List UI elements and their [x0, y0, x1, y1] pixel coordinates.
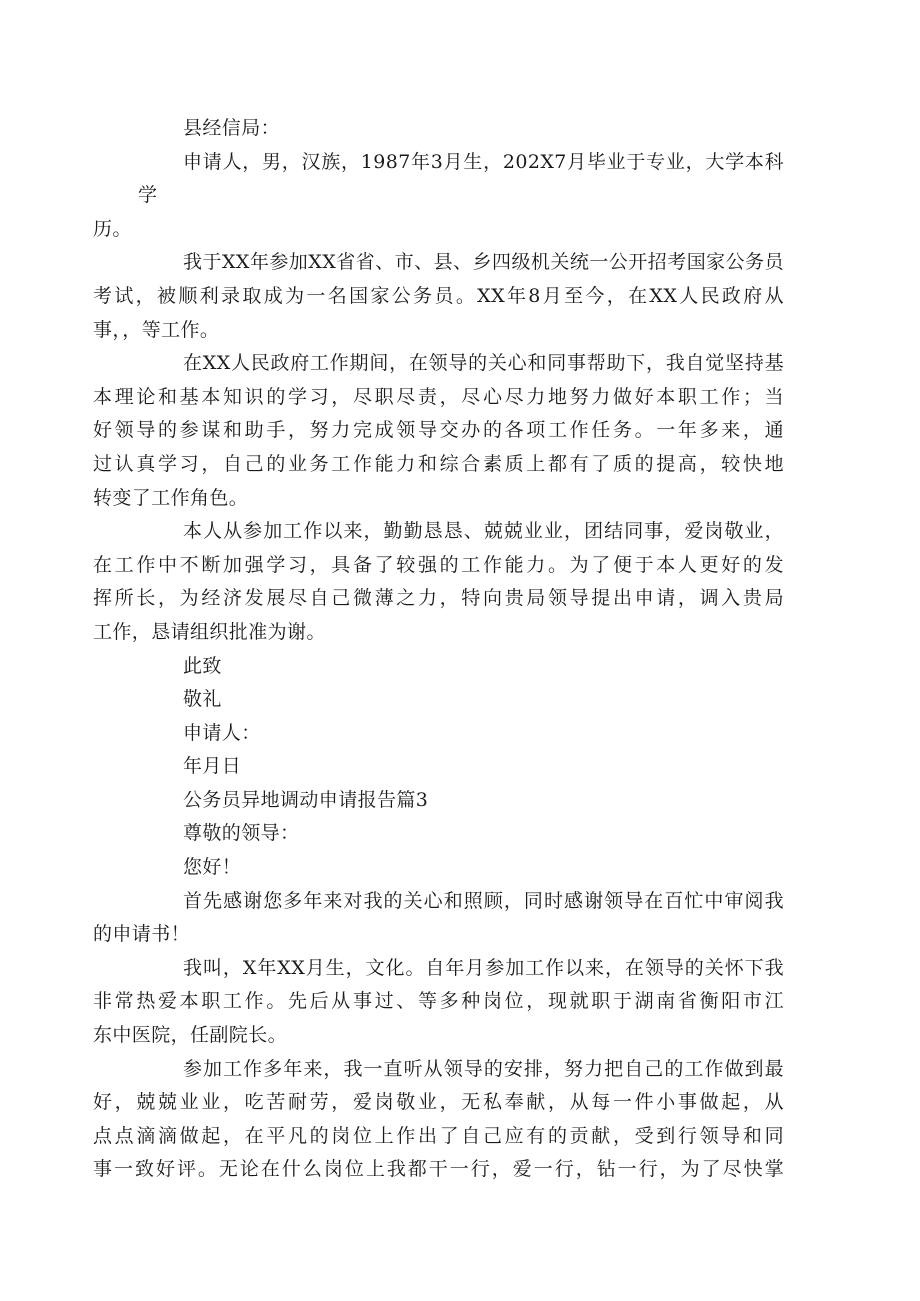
paragraph-line: 好，兢兢业业，吃苦耐劳，爱岗敬业，无私奉献，从每一件小事做起，从	[93, 1091, 784, 1114]
closing-line-1: 此致	[183, 654, 222, 677]
paragraph-line: 在XX人民政府工作期间，在领导的关心和同事帮助下，我自觉坚持基	[183, 352, 784, 375]
paragraph-2	[93, 246, 784, 347]
paragraph-line: 历。	[93, 217, 132, 240]
paragraph-line: 考试，被顺利录取成为一名国家公务员。XX年8月至今，在XX人民政府从	[93, 284, 784, 307]
paragraph-3	[93, 347, 784, 515]
paragraph-7	[93, 1053, 784, 1187]
paragraph-line: 我于XX年参加XX省省、市、县、乡四级机关统一公开招考国家公务员	[183, 251, 784, 274]
paragraph-line: 我叫，X年XX月生，文化。自年月参加工作以来，在领导的关怀下我	[183, 956, 784, 979]
paragraph-4	[93, 515, 784, 649]
applicant-label: 申请人：	[183, 721, 261, 744]
greeting: 您好！	[183, 856, 242, 879]
paragraph-line: 本人从参加工作以来，勤勤恳恳、兢兢业业，团结同事，爱岗敬业，	[183, 520, 784, 543]
salutation-2: 尊敬的领导：	[183, 822, 300, 845]
paragraph-5	[93, 885, 784, 952]
paragraph-line: 申请人，男，汉族，1987年3月生，202X7月毕业于专业，大学本科学	[138, 150, 784, 207]
paragraph-line: 好领导的参谋和助手，努力完成领导交办的各项工作任务。一年多来，通	[93, 419, 784, 442]
paragraph-line: 参加工作多年来，我一直听从领导的安排，努力把自己的工作做到最	[183, 1057, 784, 1080]
section-heading: 公务员异地调动申请报告篇3	[183, 788, 429, 811]
paragraph-line: 本理论和基本知识的学习，尽职尽责，尽心尽力地努力做好本职工作；当	[93, 385, 784, 408]
closing-line-2: 敬礼	[183, 688, 222, 711]
paragraph-1	[93, 146, 784, 247]
paragraph-line: 东中医院，任副院长。	[93, 1024, 288, 1047]
salutation: 县经信局：	[183, 117, 281, 139]
paragraph-line: 工作，恳请组织批准为谢。	[93, 620, 326, 643]
paragraph-6	[93, 952, 784, 1053]
date-label: 年月日	[183, 755, 242, 778]
paragraph-line: 事一致好评。无论在什么岗位上我都干一行，爱一行，钻一行，为了尽快掌	[93, 1158, 784, 1181]
paragraph-line: 非常热爱本职工作。先后从事过、等多种岗位，现就职于湖南省衡阳市江	[93, 990, 784, 1013]
paragraph-line: 首先感谢您多年来对我的关心和照顾，同时感谢领导在百忙中审阅我	[183, 889, 784, 912]
document-page	[93, 112, 784, 1187]
paragraph-line: 挥所长，为经济发展尽自己微薄之力，特向贵局领导提出申请，调入贵局	[93, 587, 784, 610]
paragraph-line: 转变了工作角色。	[93, 486, 249, 509]
paragraph-line: 事，，等工作。	[93, 318, 220, 341]
paragraph-line: 在工作中不断加强学习，具备了较强的工作能力。为了便于本人更好的发	[93, 553, 784, 576]
paragraph-line: 过认真学习，自己的业务工作能力和综合素质上都有了质的提高，较快地	[93, 452, 784, 475]
paragraph-line: 的申请书！	[93, 923, 191, 946]
paragraph-line: 点点滴滴做起，在平凡的岗位上作出了自己应有的贡献，受到行领导和同	[93, 1124, 784, 1147]
